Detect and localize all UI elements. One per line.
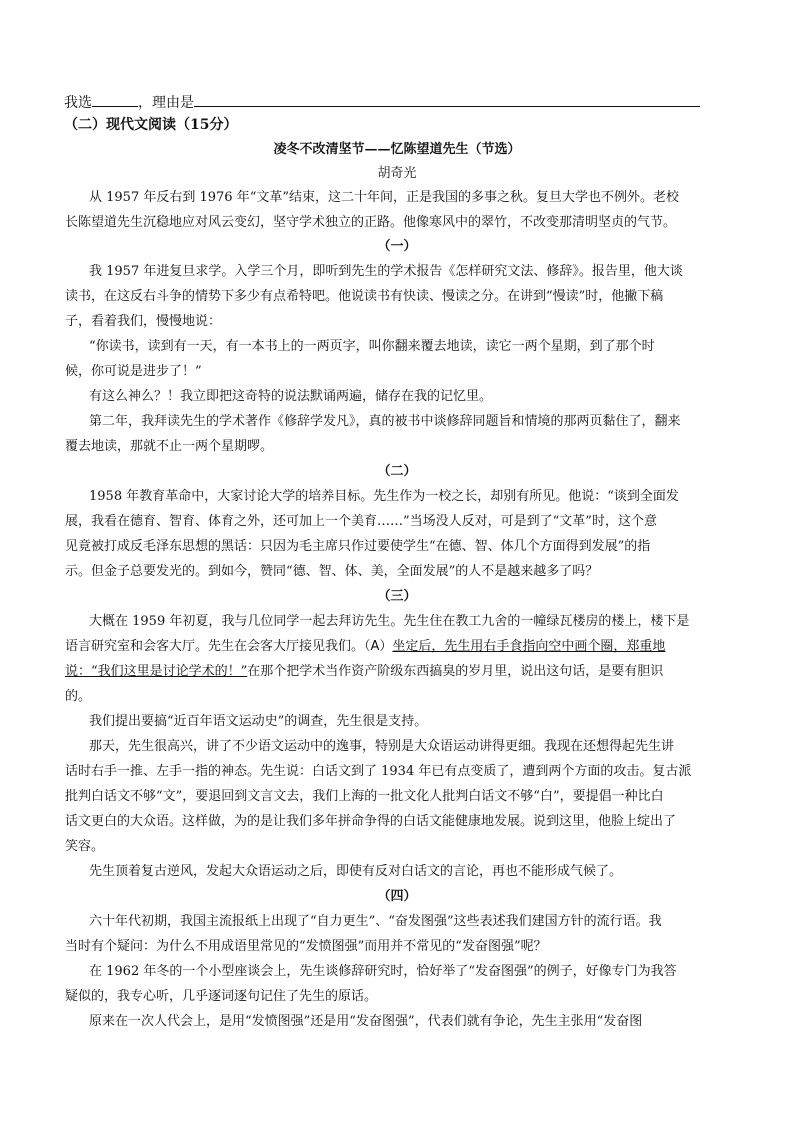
annotation-marker-a: （A） [364, 639, 393, 654]
p12-line: 原来在一次人代会上，是用“发愤图强”还是用“发奋图强”，代表们就有争论，先生主张用“发奋图 [89, 1014, 643, 1029]
choice-blank[interactable] [92, 93, 138, 107]
p5-line-4: 示。但金子总要发光的。到如今，赞同“德、智、体、美，全面发展”的人不是越来越多了吗？ [65, 564, 599, 579]
section-3-heading: （三） [377, 589, 417, 604]
p11-line-2: 疑似的，我专心听，几乎逐词逐句记住了先生的原话。 [65, 989, 378, 1004]
intro-line-2: 长陈望道先生沉稳地应对风云变幻，坚守学术独立的正路。他像寒风中的翠竹，不改变那清明坚贞的气节。 [65, 215, 677, 230]
p6-line-2 [65, 639, 665, 655]
underlined-sentence-a-part2: 说：“我们这里是讨论学术的！” [65, 664, 248, 679]
section-4-heading: （四） [377, 889, 417, 904]
p11-line-1: 在 1962 年冬的一个小型座谈会上，先生谈修辞研究时，恰好举了“发奋图强”的例子，好像专门为我答 [89, 964, 677, 979]
p4-line-1: 第二年，我拜读先生的学术著作《修辞学发凡》，真的被书中谈修辞同题旨和情境的那两页黏住了，翻来 [89, 414, 681, 429]
section-2-heading: （二） [377, 464, 417, 479]
p6-line-3-rest: 在那个把学术当作资产阶级东西搞臭的岁月里，说出这句话，是要有胆识 [247, 664, 664, 679]
p5-line-2: 展，我看在德育、智育、体育之外，还可加上一个美育……”当场没人反对，可是到了“文革”时，这个意 [65, 514, 657, 529]
author: 胡奇光 [377, 166, 417, 181]
p1-line-1: 我 1957 年进复旦求学。入学三个月，即听到先生的学术报告《怎样研究文法、修辞》。报告里，他大谈 [89, 264, 683, 279]
p8-line-3: 批判白话文不够“文”，要退回到文言文去，我们上海的一批文化人批判白话文不够“白”，要提倡一种比白 [65, 789, 664, 804]
p1-line-2: 读书，在这反右斗争的情势下多少有点希特吧。他说读书有快读、慢读之分。在讲到“慢读”时，他撇下稿 [65, 289, 664, 304]
reason-blank[interactable] [194, 93, 700, 107]
p10-line-2: 当时有个疑问：为什么不用成语里常见的“发愤图强”而用并不常见的“发奋图强”呢？ [65, 939, 547, 954]
article-title: 凌冬不改清坚节——忆陈望道先生（节选） [273, 142, 521, 157]
p5-line-3: 见竟被打成反毛泽东思想的黑话：只因为毛主席只作过要使学生“在德、智、体几个方面得到发展”的指 [65, 539, 651, 554]
p2-line-2: 候，你可说是进步了！” [65, 364, 202, 379]
p8-line-2: 话时右手一推、左手一指的神态。先生说：白话文到了 1934 年已有点变质了，遭到两个方面的攻击。复古派 [65, 764, 692, 779]
p1-line-3: 子，看着我们，慢慢地说： [65, 314, 222, 329]
p6-line-4: 的。 [65, 689, 92, 704]
section-1-heading: （一） [377, 239, 417, 254]
p8-line-5: 笑容。 [65, 839, 105, 854]
underlined-sentence-a-part1: 坐定后，先生用右手食指向空中画个圈，郑重地 [392, 639, 666, 654]
p6-line-2-text: 语言研究室和会客大厅。先生在会客大厅接见我们。 [65, 639, 365, 654]
section-heading: （二）现代文阅读（15分） [64, 117, 238, 133]
p6-line-1: 大概在 1959 年初夏，我与几位同学一起去拜访先生。先生住在教工九舍的一幢绿瓦楼房的楼上，楼下是 [89, 614, 690, 629]
p2-line-1: “你读书，读到有一天，有一本书上的一两页字，叫你翻来覆去地读，读它一两个星期，到了那个时 [89, 339, 655, 354]
p6-line-3 [65, 664, 663, 680]
p10-line-1: 六十年代初期，我国主流报纸上出现了“自力更生”、“奋发图强”这些表述我们建国方针的流行语。我 [89, 914, 662, 929]
choice-prefix: 我选 [64, 95, 92, 111]
choice-mid: ，理由是 [138, 95, 194, 111]
p7-line: 我们提出要搞“近百年语文运动史”的调查，先生很是支持。 [89, 714, 428, 729]
p9-line: 先生顶着复古逆风，发起大众语运动之后，即使有反对白话文的言论，再也不能形成气候了。 [89, 864, 623, 879]
choice-line [64, 93, 700, 111]
p8-line-4: 话文更白的大众语。这样做，为的是让我们多年拼命争得的白话文能健康地发展。说到这里，他脸上绽出了 [65, 814, 677, 829]
p4-line-2: 覆去地读，那就不止一两个星期啰。 [65, 439, 274, 454]
p5-line-1: 1958 年教育革命中，大家讨论大学的培养目标。先生作为一校之长，却别有所见。他说：“谈到全面发 [89, 489, 679, 504]
intro-line-1: 从 1957 年反右到 1976 年“文革”结束，这二十年间，正是我国的多事之秋。复旦大学也不例外。老校 [89, 190, 679, 205]
p3-line: 有这么神么？！我立即把这奇特的说法默诵两遍，储存在我的记忆里。 [89, 389, 493, 404]
p8-line-1: 那天，先生很高兴，讲了不少语文运动中的逸事，特别是大众语运动讲得更细。我现在还想得起先生讲 [89, 739, 675, 754]
